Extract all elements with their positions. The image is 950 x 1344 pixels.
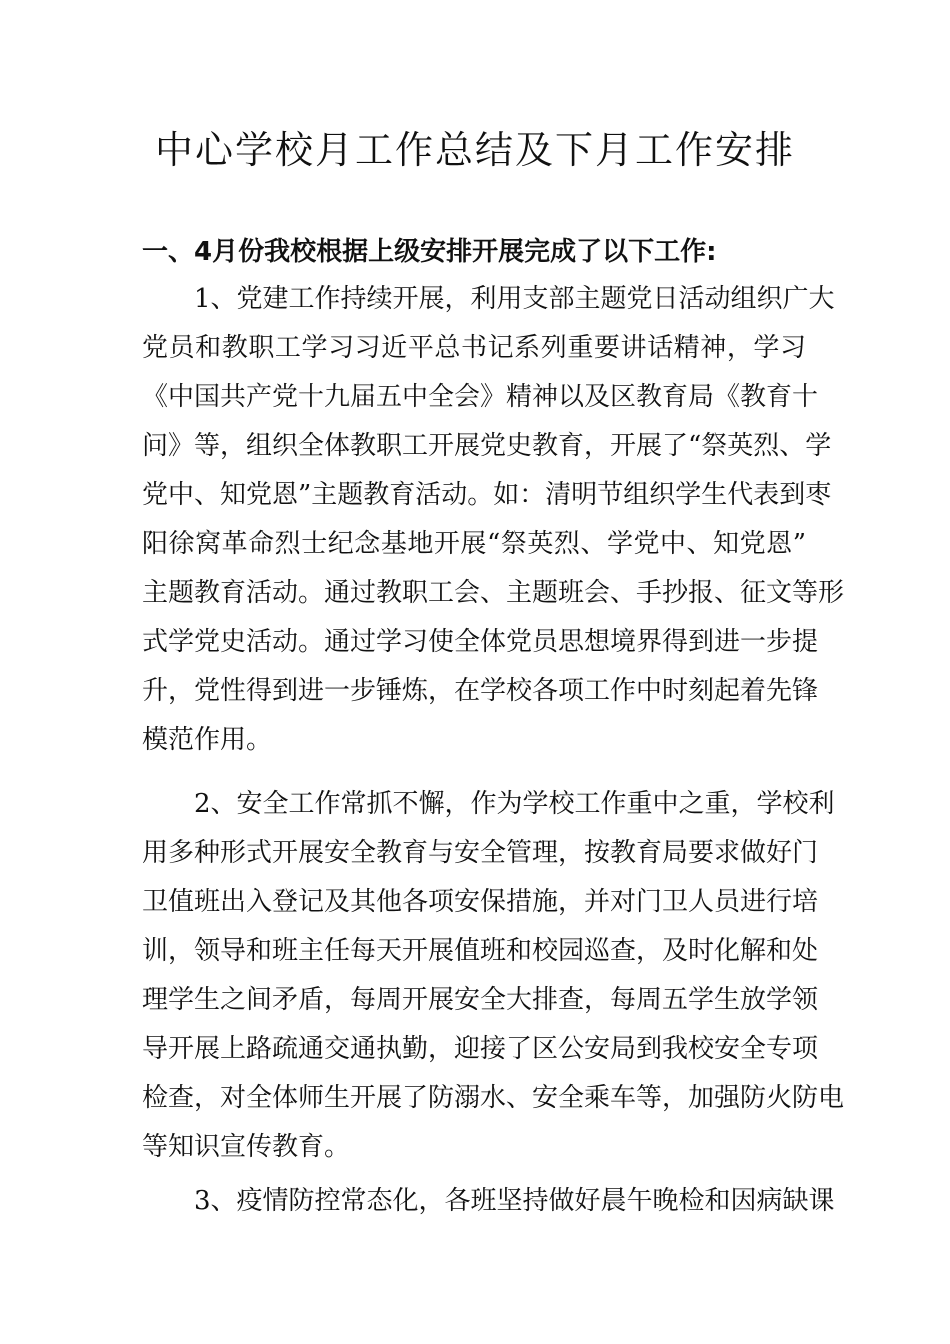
paragraph-line: 党中、知党恩”主题教育活动。如：清明节组织学生代表到枣 (142, 480, 832, 510)
paragraph-line: 理学生之间矛盾，每周开展安全大排查，每周五学生放学领 (142, 985, 819, 1015)
paragraph-line: 卫值班出入登记及其他各项安保措施，并对门卫人员进行培 (142, 887, 819, 917)
paragraph-line: 党员和教职工学习习近平总书记系列重要讲话精神，学习 (142, 333, 806, 363)
paragraph-line: 导开展上路疏通交通执勤，迎接了区公安局到我校安全专项 (142, 1034, 819, 1064)
paragraph-line: 式学党史活动。通过学习使全体党员思想境界得到进一步提 (142, 627, 819, 657)
document-title: 中心学校月工作总结及下月工作安排 (154, 128, 795, 172)
paragraph-line: 等知识宣传教育。 (142, 1132, 351, 1162)
paragraph-line: 2、安全工作常抓不懈，作为学校工作重中之重，学校利 (194, 789, 835, 819)
paragraph-line: 1、党建工作持续开展，利用支部主题党日活动组织广大 (194, 284, 835, 314)
paragraph-line: 主题教育活动。通过教职工会、主题班会、手抄报、征文等形 (142, 578, 845, 608)
section-heading: 一、4月份我校根据上级安排开展完成了以下工作: (142, 237, 717, 267)
paragraph-line: 模范作用。 (142, 725, 273, 755)
paragraph-line: 阳徐窝革命烈士纪念基地开展“祭英烈、学党中、知党恩” (142, 529, 806, 559)
paragraph-line: 《中国共产党十九届五中全会》精神以及区教育局《教育十 (142, 382, 819, 412)
paragraph-epidemic-prevention (142, 1177, 835, 1226)
paragraph-safety (142, 780, 845, 1172)
paragraph-line: 3、疫情防控常态化，各班坚持做好晨午晚检和因病缺课 (194, 1186, 835, 1216)
paragraph-line: 用多种形式开展安全教育与安全管理，按教育局要求做好门 (142, 838, 819, 868)
paragraph-line: 训，领导和班主任每天开展值班和校园巡查，及时化解和处 (142, 936, 819, 966)
paragraph-line: 检查，对全体师生开展了防溺水、安全乘车等，加强防火防电 (142, 1083, 845, 1113)
paragraph-party-building (142, 275, 845, 765)
paragraph-line: 问》等，组织全体教职工开展党史教育，开展了“祭英烈、学 (142, 431, 832, 461)
paragraph-line: 升，党性得到进一步锤炼，在学校各项工作中时刻起着先锋 (142, 676, 819, 706)
